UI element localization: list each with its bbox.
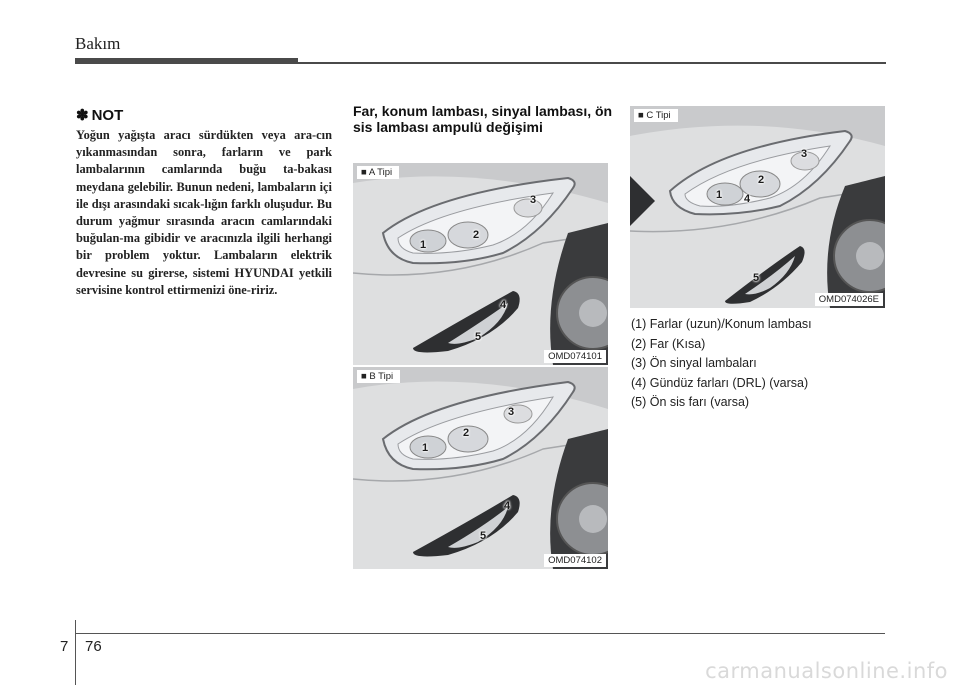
header-rule-thick <box>75 58 298 64</box>
page-header-title: Bakım <box>75 34 121 53</box>
legend-item: (2) Far (Kısa) <box>631 336 706 351</box>
figure-code: OMD074101 <box>544 350 606 363</box>
footer-rule <box>75 633 885 634</box>
figure-c-headlamp <box>630 106 885 308</box>
legend-item: (5) Ön sis farı (varsa) <box>631 395 750 409</box>
figure-code: OMD074102 <box>544 554 606 567</box>
callout-5: 5 <box>753 272 760 284</box>
figure-code: OMD074026E <box>815 293 883 306</box>
callout-3: 3 <box>508 406 515 418</box>
legend-item: (1) Farlar (uzun)/Konum lambası <box>631 317 812 331</box>
figure-b-headlamp <box>353 367 608 569</box>
legend-item: (4) Gündüz farları (DRL) (varsa) <box>631 375 809 390</box>
watermark: carmanualsonline.info <box>705 659 948 683</box>
note-heading-label: NOT <box>91 107 124 124</box>
callout-1: 1 <box>420 239 427 251</box>
callout-3: 3 <box>801 148 808 160</box>
callout-3: 3 <box>530 194 537 206</box>
figure-type-label: ■ B Tipi <box>357 370 400 383</box>
callout-1: 1 <box>422 442 429 454</box>
callout-1: 1 <box>716 189 723 201</box>
callout-2: 2 <box>473 229 480 241</box>
callout-5: 5 <box>475 331 482 343</box>
figure-type-label: ■ A Tipi <box>357 166 399 179</box>
callout-4: 4 <box>744 193 751 205</box>
header-rule <box>298 62 886 64</box>
callout-2: 2 <box>758 174 765 186</box>
legend-item: (3) Ön sinyal lambaları <box>631 356 757 370</box>
page-number: 76 <box>85 638 102 655</box>
callout-4: 4 <box>504 500 511 512</box>
figure-type-label: ■ C Tipi <box>634 109 678 122</box>
note-body: Yoğun yağışta aracı sürdükten veya ara-cın yıkanmasından sonra, farların ve park lambalarının camlarında buğu ta-bakası meydana gelebilir. Bunun nedeni, lambaların içi ile dışı arasındaki sıcak-lığın farklı oluşudur. Bu durum yağmur sırasında aracın camlarındaki buğulan-ma gibidir ve aracınızla ilgili herhangi bir problem yoktur. Lambaların elektrik devresine su girerse, sistemi HYUNDAI yetkili servisine kontrol ettirmenizi öne-ririz. <box>76 128 332 297</box>
figure-a-headlamp <box>353 163 608 365</box>
note-heading <box>76 106 123 124</box>
callout-2: 2 <box>463 427 470 439</box>
callout-4: 4 <box>500 299 507 311</box>
callout-5: 5 <box>480 530 487 542</box>
chapter-number: 7 <box>60 638 69 655</box>
footer-divider <box>75 620 76 685</box>
bulb-legend <box>631 315 886 413</box>
section-title: Far, konum lambası, sinyal lambası, ön sis lambası ampulü değişimi <box>353 103 613 135</box>
asterisk-note-icon: ✽ <box>76 107 89 124</box>
